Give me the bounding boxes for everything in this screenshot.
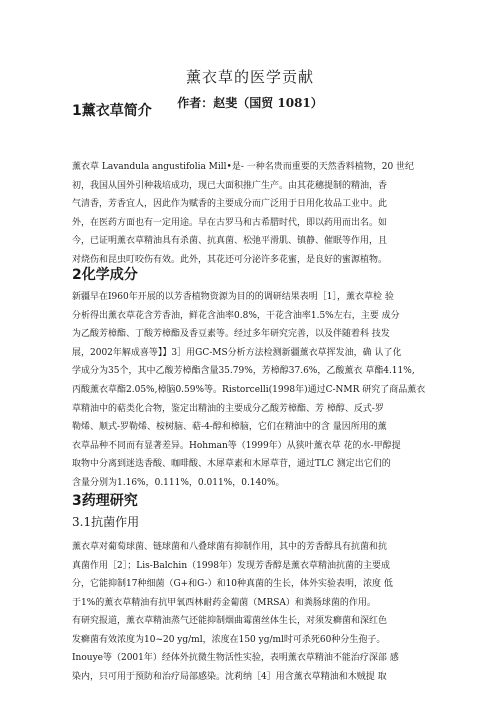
paragraph-line: 有研究报道，薰衣草精油蒸气还能抑制烟曲霉菌丝体生长，对须发癣菌和深红色: [72, 616, 388, 626]
paragraph-line: 草精油中的萜类化合物，鉴定出精油的主要成分乙酸芳樟酯、芳 樟醇、反式-罗: [72, 403, 384, 414]
document-author: 作者：赵斐（国贸 1081）: [177, 96, 323, 110]
paragraph-line: 取物中分离到迷迭香酸、咖啡酸、木犀草素和木犀草苷，通过TLC 测定出它们的: [72, 459, 391, 470]
section-paragraph-antibacterial-1: [72, 538, 430, 612]
paragraph-line: 初，我国从国外引种栽培成功，现已大面积推广生产。由其花穗提制的精油，香: [72, 180, 388, 191]
document-title: 薰衣草的医学贡献: [185, 68, 314, 86]
paragraph-line: 真菌作用［2］；Lis-Balchin（1998年）发现芳香醇是薰衣草精油抗菌的主要成: [72, 560, 391, 571]
paragraph-line: 含量分别为1.16%，0.111%，0.011%，0.140%。: [72, 477, 285, 488]
paragraph-line: 分，它能抑制17种细菌（G+和G-）和10种真菌的生长，体外实验表明，浓度 低: [72, 579, 393, 590]
paragraph-line: 薰衣草对葡萄球菌、链球菌和八叠球菌有抑制作用，其中的芳香醇具有抗菌和抗: [72, 542, 388, 552]
paragraph-line: 发癣菌有效浓度为10~20 yg/ml，浓度在150 yg/ml时可杀死60种分生孢子。: [72, 634, 386, 645]
paragraph-line: 对烧伤和昆虫叮咬伤有效。此外，其花还可分泌许多花蜜，是良好的蜜源植物。: [72, 254, 388, 265]
paragraph-line: 于1%的薰衣草精油有抗甲氧西林耐药金葡菌（MRSA）和粪肠球菌的作用。: [72, 597, 376, 608]
paragraph-line: 染内，只可用于预防和治疗局部感染。沈莉纳［4］用含薰衣草精油和木贼提 取: [72, 671, 387, 682]
paragraph-line: 分析得出薰衣草花含芳香油，鲜花含油率0.8%，干花含油率1.5%左右，主要 成分: [72, 310, 400, 321]
paragraph-line: 新疆早在I960年开展的以芳香植物资源为目的的调研结果表明［1］，薰衣草检 验: [72, 292, 394, 302]
paragraph-line: 气清香，芳香宜人，因此作为赋香的主要成分而广泛用于日用化妆品工业中。此: [72, 199, 388, 210]
section-paragraph-chemistry: [72, 288, 430, 493]
paragraph-line: 衣草品种不同而有显著差异。Hohman等（1999年）从狭叶薰衣草 花的水-甲醇提: [72, 440, 401, 451]
paragraph-line: 展，2002年解成喜等】】3］用GC-MS分析方法检测新疆薰衣草挥发油，确 认了化: [72, 347, 402, 358]
paragraph-line: 勒烯、顺式-罗勒烯、桉树脑、萜-4-醇和樟脑，它们在精油中的含 量因所用的薰: [72, 422, 387, 433]
section-heading-chemistry: 2化学成分: [72, 267, 138, 283]
paragraph-line: 丙酸薰衣草酯2.05%,樟脑0.59%等。Ristorcelli(1998年)通过C-NMR 研究了商品薰衣: [72, 384, 426, 395]
paragraph-line: 今，已证明薰衣草精油具有杀菌、抗真菌、松弛平滑肌、镇静、催眠等作用，且: [72, 236, 388, 247]
section-paragraph-introduction: [72, 158, 430, 270]
paragraph-line: 薰衣草 Lavandula angustifolia Mill•是- 一种名贵而重要的天然香料植物，20 世纪: [72, 162, 415, 172]
section-heading-pharmacology: 3药理研究: [72, 493, 138, 509]
section-heading-introduction: 1薰衣草简介: [72, 103, 152, 119]
paragraph-line: 为乙酸芳樟酯、丁酸芳樟酯及香豆素等。经过多年研究完善，以及伴随着科 技发: [72, 329, 390, 340]
subsection-heading-antibacterial: 3.1抗菌作用: [72, 515, 140, 529]
paragraph-line: Inouye等（2001年）经体外抗微生物活性实验，表明薰衣草精油不能治疗深部 感: [72, 653, 399, 664]
section-paragraph-antibacterial-2: [72, 612, 430, 686]
paragraph-line: 外，在医药方面也有一定用途。早在古罗马和古希腊时代，即以药用而出名。如: [72, 217, 388, 228]
paragraph-line: 学成分为35个，其中乙酸芳樟酯含量35.79%，芳樟醇37.6%，乙酸薰衣 草酯4.11%,: [72, 366, 415, 377]
